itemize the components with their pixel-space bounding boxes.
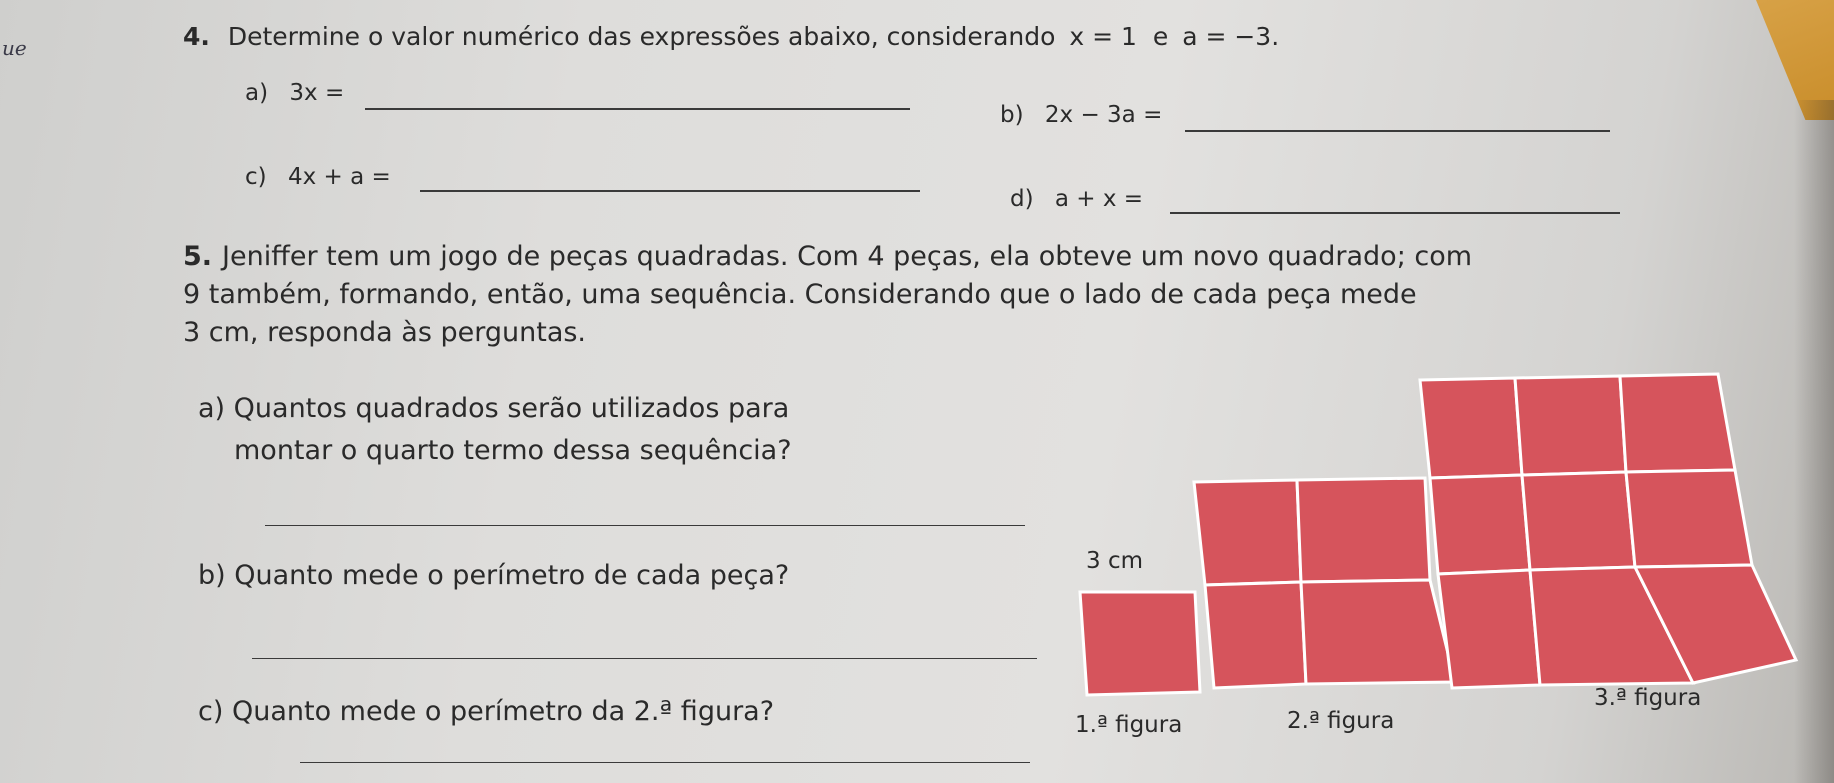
fig3-tile-7	[1438, 570, 1540, 688]
q4-item-a-expr: 3x =	[289, 80, 345, 106]
q4-item-a-label: a)	[245, 80, 269, 106]
fig3-tile-3	[1620, 374, 1735, 472]
q4-cond-and: e	[1152, 22, 1169, 51]
q5-line-2: 9 também, formando, então, uma sequência. Considerando que o lado de cada peça mede	[183, 279, 1417, 310]
fig3-tile-6	[1626, 470, 1752, 567]
fig2-tile-2	[1297, 478, 1430, 582]
q4-item-d-label: d)	[1010, 186, 1034, 212]
q5-line-3: 3 cm, responda às perguntas.	[183, 317, 587, 348]
margin-handwriting: ue	[2, 36, 27, 60]
q4-number: 4.	[183, 22, 210, 51]
q5-number: 5.	[183, 241, 213, 272]
q5-item-a-line-2: montar o quarto termo dessa sequência?	[234, 435, 792, 466]
q4-cond-x: x = 1	[1069, 22, 1137, 51]
q4-cond-a: a = −3.	[1182, 22, 1280, 51]
fig2-grid	[1194, 478, 1455, 688]
q4-text: Determine o valor numérico das expressões abaixo, considerando	[227, 22, 1056, 51]
side-length-label: 3 cm	[1086, 548, 1143, 574]
q4-item-b-label: b)	[1000, 102, 1024, 128]
fig3-tile-2	[1515, 376, 1626, 475]
q4-item-d-expr: a + x =	[1054, 186, 1144, 212]
fig1-tile	[1080, 592, 1200, 695]
q5-line-1: Jeniffer tem um jogo de peças quadradas. Com 4 peças, ela obteve um novo quadrado; com	[222, 241, 1473, 272]
fig3-tile-4	[1430, 475, 1530, 574]
fig2-label: 2.ª figura	[1287, 708, 1395, 734]
fig3-grid	[1420, 374, 1796, 688]
fig2-tile-1	[1194, 480, 1301, 585]
fig3-tile-5	[1522, 472, 1635, 570]
fig2-tile-3	[1205, 582, 1306, 688]
q5-item-a-line-1: a) Quantos quadrados serão utilizados para	[198, 393, 790, 424]
q5-item-c: c) Quanto mede o perímetro da 2.ª figura?	[198, 696, 775, 727]
q5-item-b: b) Quanto mede o perímetro de cada peça?	[198, 560, 790, 591]
fig3-label: 3.ª figura	[1594, 685, 1702, 711]
q4-item-b-expr: 2x − 3a =	[1044, 102, 1163, 128]
q4-item-c-label: c)	[245, 164, 267, 190]
fig2-tile-4	[1301, 580, 1455, 684]
fig3-tile-1	[1420, 378, 1522, 478]
fig1-label: 1.ª figura	[1075, 712, 1183, 738]
q4-item-c-expr: 4x + a =	[287, 164, 391, 190]
